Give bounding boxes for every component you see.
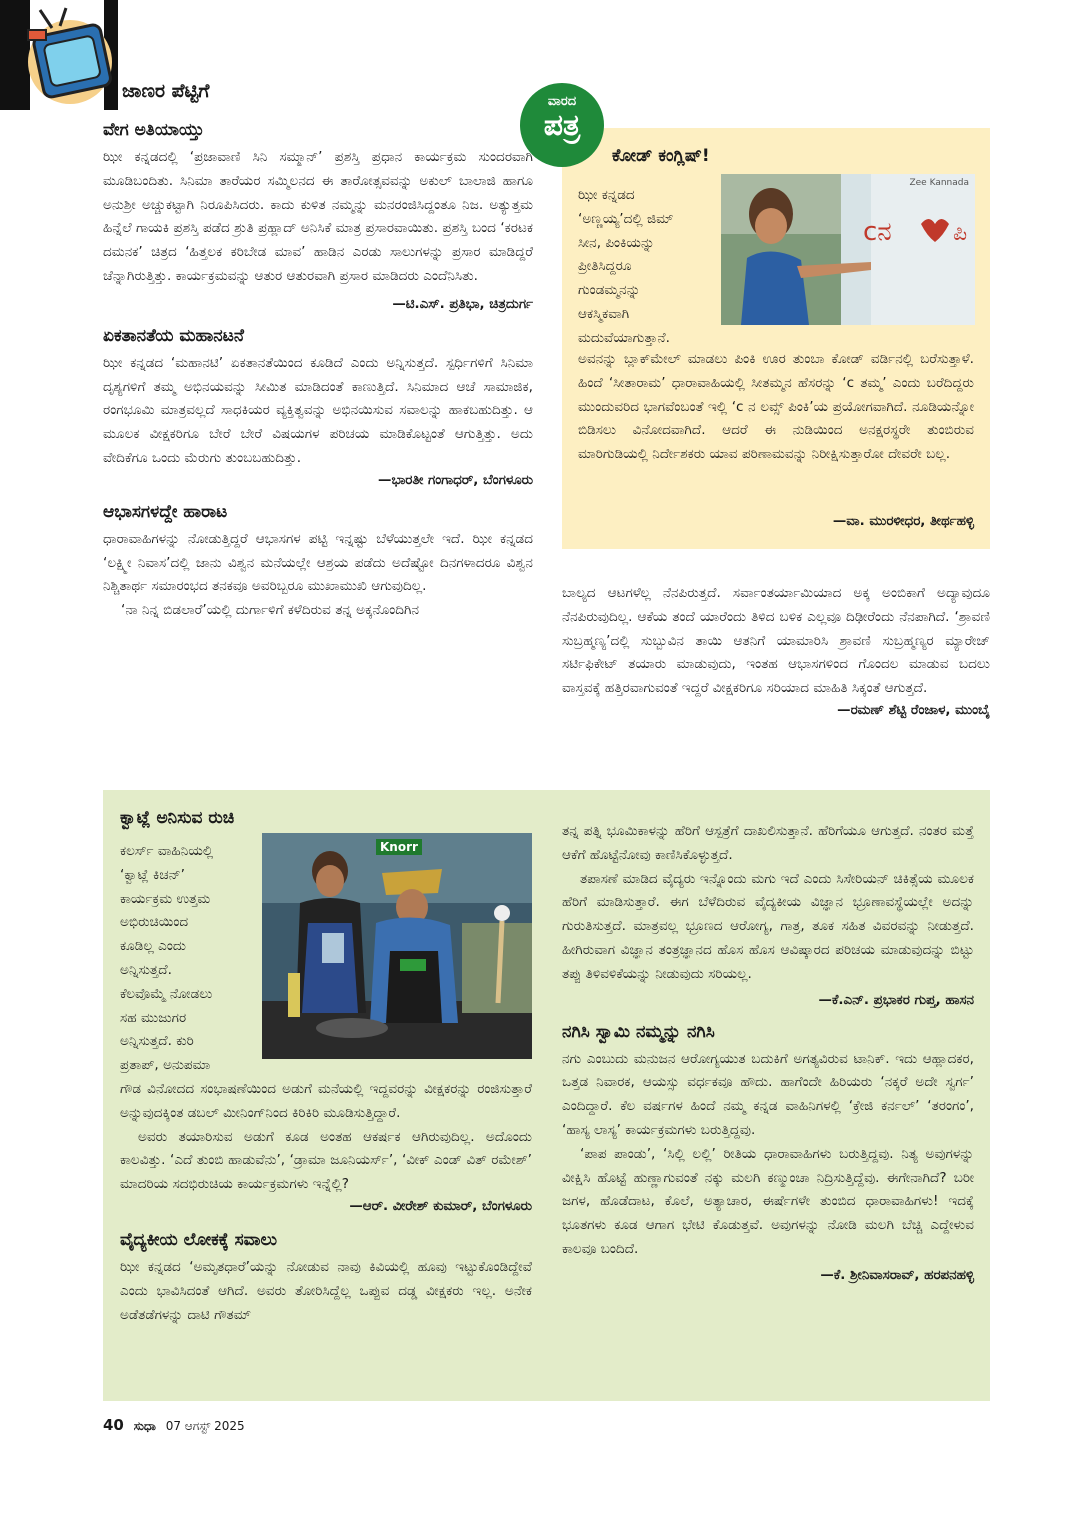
green-letters-box bbox=[103, 790, 990, 1401]
letter-body: ಝೀ ಕನ್ನಡದ ‘ಅಮೃತಧಾರೆ’ಯನ್ನು ನೋಡುವ ನಾವು ಕಿವಿಯಲ್ಲಿ ಹೂವು ಇಟ್ಟುಕೊಂಡಿದ್ದೇವೆ ಎಂದು ಭಾವಿಸಿದಂತೆ ಆಗಿದೆ. ಅವರು ತೋರಿಸಿದ್ದೆಲ್ಲ ಒಪ್ಪುವ ದಡ್ಡ ವೀಕ್ಷಕರು ಇಲ್ಲ. ಅನೇಕ ಅಡೆತಡೆಗಳನ್ನು ದಾಟಿ ಗೌತಮ್ bbox=[120, 1258, 532, 1323]
svg-text:cನ: cನ bbox=[863, 217, 892, 247]
letter-signature: —ಆರ್. ವೀರೇಶ್ ಕುಮಾರ್, ಬೆಂಗಳೂರು bbox=[349, 1198, 532, 1214]
right-mid-column bbox=[562, 582, 990, 718]
letter-body-block bbox=[120, 1078, 532, 1327]
letter-signature: —ರಮಣ್ ಶೆಟ್ಟಿ ರೆಂಜಾಳ, ಮುಂಬೈ bbox=[837, 702, 990, 718]
badge-line2: ಪತ್ರ bbox=[543, 108, 581, 143]
text-line: ‘ಅಣ್ಣಯ್ಯ’ದಲ್ಲಿ ಜಿಮ್ bbox=[578, 210, 674, 227]
letter-signature: —ಭಾರತೀ ಗಂಗಾಧರ್, ಬೆಂಗಳೂರು bbox=[378, 472, 533, 488]
text-line: ಪ್ರೀತಿಸಿದ್ದರೂ bbox=[578, 258, 632, 275]
featured-body: ಅವನನ್ನು ಬ್ಲಾಕ್‌ಮೇಲ್ ಮಾಡಲು ಪಿಂಕಿ ಊರ ತುಂಬಾ ಕೋಡ್ ವರ್ಡಿನಲ್ಲಿ ಬರೆಸುತ್ತಾಳೆ. ಹಿಂದೆ ‘ಸೀತಾರಾಮ’ ಧಾರಾವಾಹಿಯಲ್ಲಿ ಸೀತಮ್ಮನ ಹೆಸರನ್ನು ‘c ತಮ್ಮ’ ಎಂದು ಬರೆದಿದ್ದರು ಮುಂದುವರಿದ ಭಾಗವೆಂಬಂತೆ ಇಲ್ಲಿ ‘c ನ ಲವ್ಸ್ ಪಿಂಕಿ’ಯ ಪ್ರಯೋಗವಾಗಿದೆ. ನೂಡಿಯನ್ನೋ ಬಿಡಿಸಲು ವಿನೋದವಾಗಿದೆ. ಆದರೆ ಈ ನುಡಿಯಿಂದ ಅನಕ್ಷರಸ್ಥರೇ ತುಂಬಿರುವ ಮಾರಿಗುಡಿಯಲ್ಲಿ ನಿರ್ದೇಶಕರು ಯಾವ ಪರಿಣಾಮವನ್ನು ನಿರೀಕ್ಷಿಸುತ್ತಾರೋ ದೇವರೇ ಬಲ್ಲ. bbox=[578, 351, 974, 463]
letter-body: ‘ಪಾಪ ಪಾಂಡು’, ‘ಸಿಲ್ಲಿ ಲಲ್ಲಿ’ ರೀತಿಯ ಧಾರಾವಾಹಿಗಳು ಬರುತ್ತಿದ್ದವು. ನಿತ್ಯ ಅವುಗಳನ್ನು ವೀಕ್ಷಿಸಿ ಹೊಟ್ಟೆ ಹುಣ್ಣಾಗುವಂತೆ ನಕ್ಕು ಮಲಗಿ ಕಣ್ಮುಂಚಾ ನಿದ್ರಿಸುತ್ತಿದ್ದೆವು. ಈಗೇನಾಗಿದೆ? ಬರೀ ಜಗಳ, ಹೊಡೆದಾಟ, ಕೊಲೆ, ಅತ್ಯಾಚಾರ, ಈರ್ಷೆಗಳೇ ತುಂಬಿದ ಧಾರಾವಾಹಿಗಳು! ಇದಕ್ಕೆ ಭೂತಗಳು ಕೂಡ ಆಗಾಗ ಭೇಟಿ ಕೊಡುತ್ತವೆ. ಅವುಗಳನ್ನು ನೋಡಿ ಮಲಗಿ ಬೆಚ್ಚಿ ಎದ್ದೇಳುವ ಕಾಲವೂ ಬಂದಿದೆ. bbox=[562, 1145, 974, 1257]
letter-body: ‘ನಾ ನಿನ್ನ ಬಿಡಲಾರೆ’ಯಲ್ಲಿ ದುರ್ಗಾಳಿಗೆ ಕಳೆದಿರುವ ತನ್ನ ಅಕ್ಕನೊಂದಿಗಿನ bbox=[121, 602, 420, 619]
letter-signature: —ಕೆ. ಶ್ರೀನಿವಾಸರಾವ್, ಹರಪನಹಳ್ಳಿ bbox=[820, 1267, 974, 1283]
issue-date: 07 ಆಗಸ್ಟ್ 2025 bbox=[165, 1419, 245, 1433]
page-footer bbox=[103, 1416, 245, 1434]
text-line: ಮದುವೆಯಾಗುತ್ತಾನೆ. bbox=[578, 329, 670, 346]
text-line: ಅನ್ನಿಸುತ್ತದೆ. ಕುರಿ bbox=[120, 1033, 194, 1050]
text-line: ‘ಕ್ವಾಟ್ಲೆ ಕಿಚನ್’ bbox=[120, 866, 185, 883]
text-line: ಕೆಲವೊಮ್ಮೆ ನೋಡಲು bbox=[120, 985, 213, 1002]
text-line: ಪ್ರತಾಪ್, ಅನುಪಮಾ bbox=[120, 1057, 211, 1074]
section-title: ಜಾಣರ ಪೆಟ್ಟಿಗೆ bbox=[122, 80, 210, 102]
featured-side-text bbox=[578, 184, 718, 351]
letter-heading: ವೈದ್ಯಕೀಯ ಲೋಕಕ್ಕೆ ಸವಾಲು bbox=[120, 1229, 277, 1250]
text-line: ಆಕಸ್ಮಿಕವಾಗಿ bbox=[578, 305, 630, 322]
text-line: ಸೀನ, ಪಿಂಕಿಯನ್ನು bbox=[578, 234, 655, 251]
letter-signature: —ಟಿ.ಎಸ್. ಪ್ರತಿಭಾ, ಚಿತ್ರದುರ್ಗ bbox=[392, 296, 533, 312]
letter-body: ಬಾಲ್ಯದ ಆಟಗಳೆಲ್ಲ ನೆನಪಿರುತ್ತದೆ. ಸರ್ವಾಂತರ್ಯಾಮಿಯಾದ ಅಕ್ಕ ಅಂಬಿಕಾಗೆ ಅದ್ಯಾವುದೂ ನೆನಪಿರುವುದಿಲ್ಲ. ಆಕೆಯ ತಂದೆ ಯಾರೆಂದು ತಿಳಿದ ಬಳಿಕ ಎಲ್ಲವೂ ದಿಢೀರೆಂದು ನೆನಪಾಗಿದೆ. ‘ಶ್ರಾವಣಿ ಸುಬ್ರಹ್ಮಣ್ಯ’ದಲ್ಲಿ ಸುಬ್ಬುವಿನ ತಾಯಿ ಆತನಿಗೆ ಯಾಮಾರಿಸಿ ಶ್ರಾವಣಿ ಸುಬ್ರಹ್ಮಣ್ಯರ ಮ್ಯಾರೇಜ್ ಸರ್ಟಿಫಿಕೇಟ್ ತಯಾರು ಮಾಡುವುದು, ಇಂತಹ ಆಭಾಸಗಳಿಂದ ಗೊಂದಲ ಮಾಡುವ ಬದಲು ವಾಸ್ತವಕ್ಕೆ ಹತ್ತಿರವಾಗುವಂತೆ ಇದ್ದರೆ ವೀಕ್ಷಕರಿಗೂ ಸರಿಯಾದ ಮಾಹಿತಿ ಸಿಕ್ಕಂತೆ ಆಗುತ್ತದೆ. bbox=[562, 585, 990, 697]
letter-body: ತನ್ನ ಪತ್ನಿ ಭೂಮಿಕಾಳನ್ನು ಹೆರಿಗೆ ಆಸ್ಪತ್ರೆಗೆ ದಾಖಲಿಸುತ್ತಾನೆ. ಹೆರಿಗೆಯೂ ಆಗುತ್ತದೆ. ನಂತರ ಮತ್ತೆ ಆಕೆಗೆ ಹೊಟ್ಟೆನೋವು ಕಾಣಿಸಿಕೊಳ್ಳುತ್ತದೆ. bbox=[562, 823, 974, 863]
sponsor-logo: Knorr bbox=[376, 839, 422, 855]
letter-side-text bbox=[120, 840, 268, 1078]
left-column bbox=[103, 120, 533, 623]
text-line: ಅಭಿರುಚಿಯಿಂದ bbox=[120, 914, 189, 931]
cooking-show-photo bbox=[262, 833, 532, 1059]
tv-icon bbox=[0, 0, 118, 110]
text-line: ಕಾರ್ಯಕ್ರಮ ಉತ್ತಮ bbox=[120, 890, 211, 907]
letter-heading: ಏಕತಾನತೆಯ ಮಹಾನಟನೆ bbox=[103, 325, 244, 346]
letter-body: ತಪಾಸಣೆ ಮಾಡಿದ ವೈದ್ಯರು ಇನ್ನೊಂದು ಮಗು ಇದೆ ಎಂದು ಸಿಸೇರಿಯನ್ ಚಿಕಿತ್ಸೆಯ ಮೂಲಕ ಹೆರಿಗೆ ಮಾಡಿಸುತ್ತಾರೆ. ಈಗ ಬೆಳೆದಿರುವ ವೈದ್ಯಕೀಯ ವಿಜ್ಞಾನ ಭ್ರೂಣಾವಸ್ಥೆಯಲ್ಲೇ ಅದನ್ನು ಗುರುತಿಸುತ್ತದೆ. ಮಾತ್ರವಲ್ಲ ಭ್ರೂಣದ ಆರೋಗ್ಯ, ಗಾತ್ರ, ತೂಕ ಸಹಿತ ವಿವರವನ್ನು ನೀಡುತ್ತದೆ. ಹೀಗಿರುವಾಗ ವಿಜ್ಞಾನ ತಂತ್ರಜ್ಞಾನದ ಹೊಸ ಹೊಸ ಆವಿಷ್ಕಾರದ ಪರಿಚಯ ಮಾಡುವುದನ್ನು ಬಿಟ್ಟು ತಪ್ಪು ತಿಳಿವಳಿಕೆಯನ್ನು ನೀಡುವುದು ಸರಿಯಲ್ಲ. bbox=[562, 870, 974, 982]
letter-body: ಗೌಡ ವಿನೋದದ ಸಂಭಾಷಣೆಯಿಂದ ಅಡುಗೆ ಮನೆಯಲ್ಲಿ ಇದ್ದವರನ್ನು ವೀಕ್ಷಕರನ್ನು ರಂಜಿಸುತ್ತಾರೆ ಅನ್ನುವುದಕ್ಕಿಂತ ಡಬಲ್ ಮೀನಿಂಗ್‌ನಿಂದ ಕಿರಿಕಿರಿ ಮೂಡಿಸುತ್ತಿದ್ದಾರೆ. bbox=[120, 1081, 532, 1121]
text-line: ಕಲರ್ಸ್ ವಾಹಿನಿಯಲ್ಲಿ bbox=[120, 843, 214, 859]
text-line: ಕೂಡಿಲ್ಲ ಎಂದು bbox=[120, 938, 186, 955]
letter-body: ಝೀ ಕನ್ನಡದಲ್ಲಿ ‘ಪ್ರಜಾವಾಣಿ ಸಿನಿ ಸಮ್ಮಾನ್’ ಪ್ರಶಸ್ತಿ ಪ್ರಧಾನ ಕಾರ್ಯಕ್ರಮ ಸುಂದರವಾಗಿ ಮೂಡಿಬಂದಿತು. ಸಿನಿಮಾ ತಾರೆಯರ ಸಮ್ಮಿಲನದ ಈ ತಾರೋತ್ಸವವನ್ನು ಅಕುಲ್ ಬಾಲಾಜಿ ಹಾಗೂ ಅನುಶ್ರೀ ಅಚ್ಚುಕಟ್ಟಾಗಿ ನಿರೂಪಿಸಿದರು. ಕಾದು ಕುಳಿತ ನಮ್ಮನ್ನು ಮನರಂಜಿಸಿದ್ದಂತೂ ನಿಜ. ಅತ್ಯುತ್ತಮ ಹಿನ್ನೆಲೆ ಗಾಯಕಿ ಪ್ರಶಸ್ತಿ ಪಡೆದ ಶ್ರುತಿ ಪ್ರಹ್ಲಾದ್ ಅನಿಸಿಕೆ ಮಾತ್ರ ಪ್ರಸಾರವಾಯಿತು. ಪ್ರಶಸ್ತಿ ಬಂದ ‘ಕರಟಕ ದಮನಕ’ ಚಿತ್ರದ ‘ಹಿತ್ತಲಕ ಕರಿಬೇಡ ಮಾವ’ ಹಾಡಿನ ಎರಡು ಸಾಲುಗಳನ್ನು ಪ್ರಸಾರ ಮಾಡಿದ್ದರೆ ಚೆನ್ನಾಗಿರುತ್ತಿತ್ತು. ಕಾರ್ಯಕ್ರಮವನ್ನು ಆತುರ ಆತುರವಾಗಿ ಪ್ರಸಾರ ಮಾಡಿದರು ಎಂದೆನಿಸಿತು. bbox=[103, 149, 533, 284]
featured-signature: —ವಾ. ಮುರಳೀಧರ, ತೀರ್ಥಹಳ್ಳಿ bbox=[832, 514, 974, 529]
letter-body: ಝೀ ಕನ್ನಡದ ‘ಮಹಾನಟಿ’ ಏಕತಾನತೆಯಿಂದ ಕೂಡಿದೆ ಎಂದು ಅನ್ನಿಸುತ್ತದೆ. ಸ್ಪರ್ಧಿಗಳಿಗೆ ಸಿನಿಮಾ ದೃಶ್ಯಗಳಿಗೆ ತಮ್ಮ ಅಭಿನಯವನ್ನು ಸೀಮಿತ ಮಾಡಿದಂತೆ ಕಾಣುತ್ತಿದೆ. ಸಿನಿಮಾದ ಆಚೆ ಸಾಮಾಜಿಕ, ರಂಗಭೂಮಿ ಮಾತ್ರವಲ್ಲದೆ ಸಾಧಕಿಯರ ವ್ಯಕ್ತಿತ್ವವನ್ನು ಅಭಿನಯಿಸುವ ಸವಾಲನ್ನು ಹಾಕಬಹುದಿತ್ತು. ಆ ಮೂಲಕ ವೀಕ್ಷಕರಿಗೂ ಬೇರೆ ಬೇರೆ ವಿಷಯಗಳ ಪರಿಚಯ ಮಾಡಿಕೊಟ್ಟಂತೆ ಆಗುತ್ತಿತ್ತು. ಅದು ವೇದಿಕೆಗೂ ಒಂದು ಮೆರುಗು ತುಂಬಬಹುದಿತ್ತು. bbox=[103, 354, 533, 466]
svg-text:ಪಿ: ಪಿ bbox=[953, 221, 968, 246]
letter-body: ಅವರು ತಯಾರಿಸುವ ಅಡುಗೆ ಕೂಡ ಅಂತಹ ಆಕರ್ಷಕ ಆಗಿರುವುದಿಲ್ಲ. ಅದೊಂದು ಕಾಲವಿತ್ತು. ‘ಎದೆ ತುಂಬಿ ಹಾಡುವೆನು’, ‘ಡ್ರಾಮಾ ಜೂನಿಯರ್ಸ್’, ‘ವೀಕ್ ಎಂಡ್ ವಿತ್ ರಮೇಶ್’ ಮಾದರಿಯ ಸದಭಿರುಚಿಯ ಕಾರ್ಯಕ್ರಮಗಳು ಇನ್ನೆಲ್ಲಿ? bbox=[120, 1128, 532, 1193]
letter-body: ಧಾರಾವಾಹಿಗಳನ್ನು ನೋಡುತ್ತಿದ್ದರೆ ಆಭಾಸಗಳ ಪಟ್ಟಿ ಇನ್ನಷ್ಟು ಬೆಳೆಯುತ್ತಲೇ ಇದೆ. ಝೀ ಕನ್ನಡದ ‘ಲಕ್ಷ್ಮೀ ನಿವಾಸ’ದಲ್ಲಿ ಜಾನು ವಿಶ್ವನ ಮನೆಯಲ್ಲೇ ಆಶ್ರಯ ಪಡೆದು ಅದೆಷ್ಟೋ ದಿನಗಳಾದರೂ ವಿಶ್ವನ ನಿಶ್ಚಿತಾರ್ಥ ಸಮಾರಂಭದ ತನಕವೂ ಅವರಿಬ್ಬರೂ ಮುಖಾಮುಖಿ ಆಗುವುದಿಲ್ಲ. bbox=[103, 530, 533, 595]
featured-letter-box bbox=[562, 128, 990, 549]
featured-heading: ಕೋಡ್ ಕಂಗ್ಲಿಷ್! bbox=[612, 146, 710, 166]
text-line: ಝೀ ಕನ್ನಡದ bbox=[578, 187, 635, 203]
letter-body: ನಗು ಎಂಬುದು ಮನುಜನ ಆರೋಗ್ಯಯುತ ಬದುಕಿಗೆ ಅಗತ್ಯವಿರುವ ಟಾನಿಕ್. ಇದು ಆಹ್ಲಾದಕರ, ಒತ್ತಡ ನಿವಾರಕ, ಆಯಸ್ಸು ವರ್ಧಕವೂ ಹೌದು. ಹಾಗೆಂದೇ ಹಿರಿಯರು ‘ನಕ್ಕರೆ ಅದೇ ಸ್ವರ್ಗ’ ಎಂದಿದ್ದಾರೆ. ಕೆಲ ವರ್ಷಗಳ ಹಿಂದೆ ನಮ್ಮ ಕನ್ನಡ ವಾಹಿನಿಗಳಲ್ಲಿ ‘ಕ್ರೇಜಿ ಕರ್ನಲ್’ ‘ತರಂಗಂ’, ‘ಹಾಸ್ಯ ಲಾಸ್ಯ’ ಕಾರ್ಯಕ್ರಮಗಳು ಬರುತ್ತಿದ್ದವು. bbox=[562, 1050, 974, 1138]
text-line: ಗುಂಡಮ್ಮನನ್ನು bbox=[578, 282, 641, 299]
channel-logo: Zee Kannada bbox=[909, 178, 969, 188]
letter-heading: ವೇಗ ಅತಿಯಾಯ್ತು bbox=[103, 120, 205, 140]
featured-photo bbox=[721, 174, 975, 325]
green-right-column bbox=[562, 820, 974, 1283]
letter-heading: ಕ್ವಾಟ್ಲೆ ಅನಿಸುವ ರುಚಿ bbox=[120, 808, 235, 828]
page-number: 40 bbox=[103, 1416, 124, 1434]
letter-heading: ನಗಿಸಿ ಸ್ವಾಮಿ ನಮ್ಮನ್ನು ನಗಿಸಿ bbox=[562, 1021, 715, 1042]
letter-signature: —ಕೆ.ಎನ್. ಪ್ರಭಾಕರ ಗುಪ್ತ, ಹಾಸನ bbox=[818, 992, 974, 1008]
weekly-letter-badge bbox=[520, 83, 604, 167]
badge-line1: ವಾರದ bbox=[547, 94, 577, 109]
text-line: ಸಹ ಮುಜುಗರ bbox=[120, 1009, 187, 1026]
letter-heading: ಆಭಾಸಗಳದ್ದೇ ಹಾರಾಟ bbox=[103, 501, 228, 522]
text-line: ಅನ್ನಿಸುತ್ತದೆ. bbox=[120, 961, 172, 978]
magazine-name: ಸುಧಾ bbox=[133, 1419, 156, 1433]
